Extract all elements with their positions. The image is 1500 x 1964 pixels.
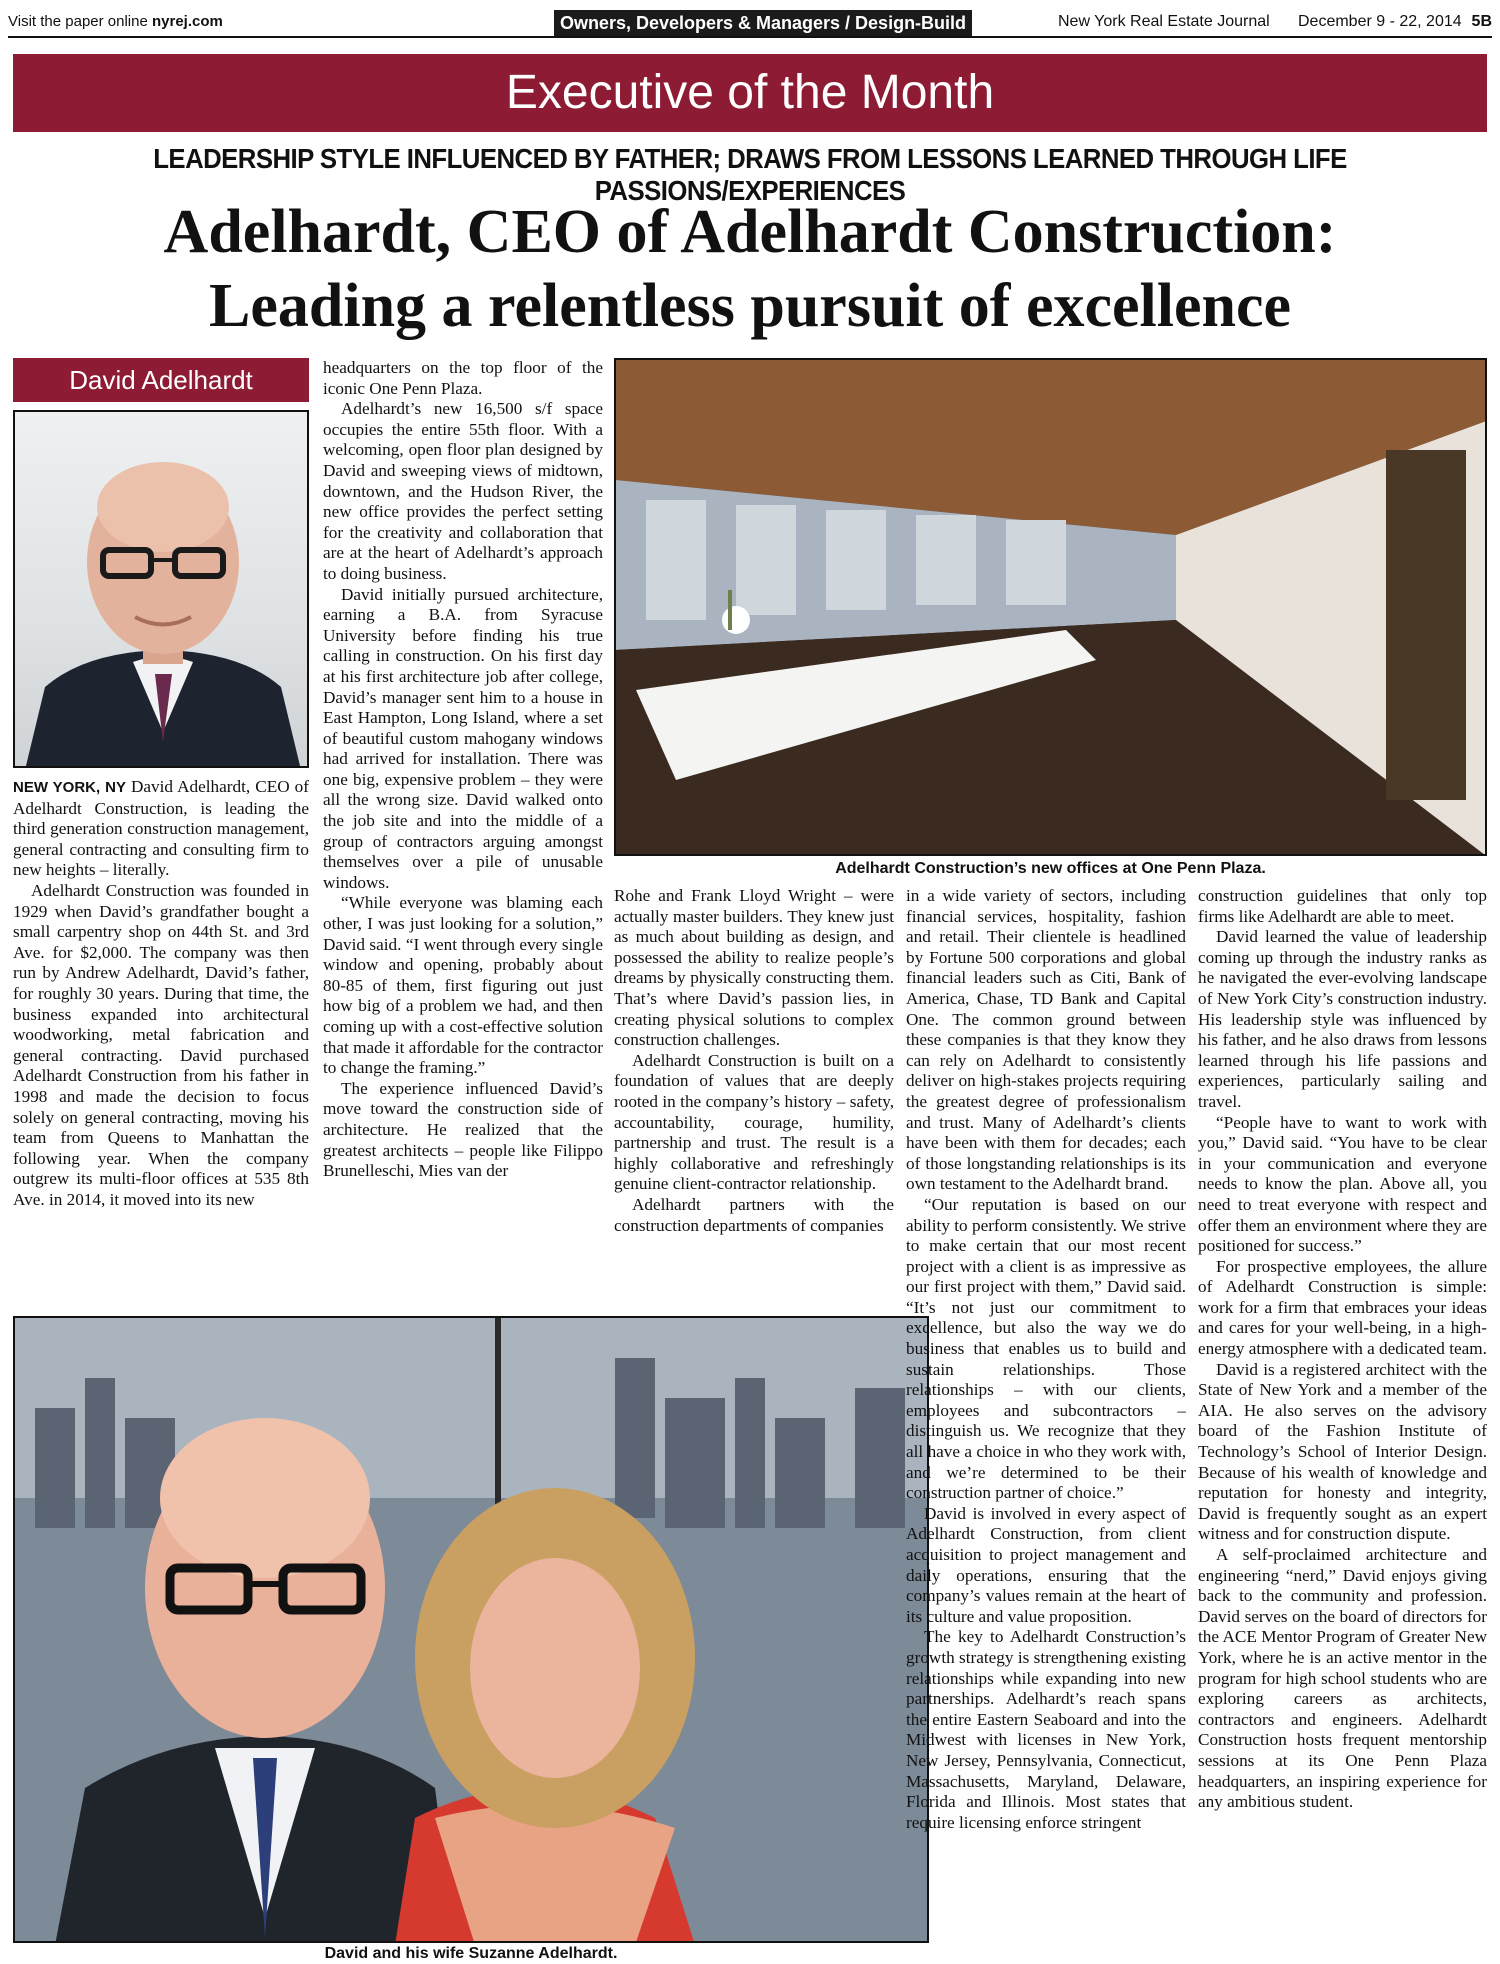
section-banner: Executive of the Month	[13, 54, 1487, 132]
article-column-3	[614, 886, 894, 1236]
page-header	[8, 8, 1492, 38]
office-illustration	[616, 360, 1487, 856]
paragraph: David initially pursued architecture, earning a B.A. from Syracuse University before finding his true calling in construction. On his first day at his first architecture job after college, David’s manager sent him to a house in East Hampton, Long Island, where a set of beautiful custom mahogany windows had arrived for installation. There was one big, expensive problem – they were all the wrong size. David walked onto the job site and into the middle of a group of contractors arguing amongst themselves over a pile of unusable windows.	[323, 584, 603, 892]
paragraph: David is a registered architect with the State of New York and a member of the AIA. He also serves on the advisory board of the Fashion Institute of Technology’s School of Interior Design. Because of his wealth of knowledge and reputation for honesty and integrity, David is frequently sought as an expert witness and for construction dispute.	[1198, 1359, 1487, 1544]
lead-text: David Adelhardt, CEO of Adelhardt Construction, is leading the third generation construction management, general contracting and consulting firm to new heights – literally.	[13, 777, 309, 880]
article-column-2	[323, 358, 603, 1182]
couple-photo	[13, 1316, 929, 1943]
site-url-link[interactable]: nyrej.com	[152, 13, 223, 30]
headline-line-2: Leading a relentless pursuit of excellence	[208, 272, 1291, 340]
dateline: NEW YORK, NY	[13, 779, 126, 796]
issue-date: December 9 - 22, 2014	[1298, 13, 1462, 30]
paragraph: “While everyone was blaming each other, I was just looking for a solution,” David said. “I went through every single window and opening, probably about 80-85 of them, first figuring out just how big of a problem we had, and then coming up with a cost-effective solution that made it affordable for the contractor to change the framing.”	[323, 893, 603, 1078]
lead-paragraph	[13, 777, 309, 881]
portrait-illustration	[15, 412, 309, 768]
paragraph: The key to Adelhardt Construction’s growth strategy is strengthening existing relationships while expanding into new partnerships. Adelhardt’s reach spans the entire Eastern Seaboard and into the Midwest with licenses in New York, New Jersey, Pennsylvania, Connecticut, Massachusetts, Maryland, Delaware, Florida and Illinois. Most states that require licensing enforce stringent	[906, 1627, 1186, 1832]
byline-box: David Adelhardt	[13, 358, 309, 402]
paragraph: Rohe and Frank Lloyd Wright – were actually master builders. They knew just as much about building as design, and possessed the ability to realize people’s dreams by physically constructing them. That’s where David’s passion lies, in creating physical solutions to complex construction challenges.	[614, 886, 894, 1050]
paragraph: headquarters on the top floor of the iconic One Penn Plaza.	[323, 358, 603, 398]
portrait-photo	[13, 410, 309, 768]
paragraph: Adelhardt partners with the construction departments of companies	[614, 1194, 894, 1235]
paragraph: in a wide variety of sectors, including financial services, hospitality, fashion and retail. Their clientele is headlined by Fortune 500 corporations and global financial leaders such as Citi, Bank of America, Chase, TD Bank and Capital One. The common ground between these companies is that they know they can rely on Adelhardt to consistently deliver on high-stakes projects requiring the greatest degree of professionalism and trust. Many of Adelhardt’s clients have been with them for decades; each of those longstanding relationships is its own testament to the Adelhardt brand.	[906, 886, 1186, 1194]
paragraph: David learned the value of leadership coming up through the industry ranks as he navigated the ever-evolving landscape of New York City’s construction industry. His leadership style was influenced by his father, and he also draws from lessons learned through his life passions and experiences, particularly sailing and travel.	[1198, 927, 1487, 1111]
article-column-5	[1198, 886, 1487, 1813]
paragraph: Adelhardt’s new 16,500 s/f space occupies the entire 55th floor. With a welcoming, open floor plan designed by David and sweeping views of midtown, downtown, and the Hudson River, the new office provides the perfect setting for the creativity and collaboration that are at the heart of Adelhardt’s approach to doing business.	[323, 399, 603, 583]
site-label: Visit the paper online	[8, 13, 152, 30]
page-number: 5B	[1471, 13, 1492, 30]
headline-line-1: Adelhardt, CEO of Adelhardt Construction:	[163, 198, 1337, 266]
paragraph: Adelhardt Construction is built on a foundation of values that are deeply rooted in the company’s history – safety, accountability, courage, humility, partnership and trust. The result is a highly collaborative and refreshingly genuine client-contractor relationship.	[614, 1050, 894, 1194]
article-column-1	[13, 777, 309, 1210]
site-reference	[8, 13, 223, 30]
header-rule	[8, 36, 1492, 38]
paragraph: For prospective employees, the allure of Adelhardt Construction is simple: work for a firm that embraces your ideas and cares for your well-being, in a high-energy atmosphere with a dedicated team.	[1198, 1256, 1487, 1359]
couple-photo-caption: David and his wife Suzanne Adelhardt.	[324, 1945, 618, 1962]
office-photo-caption: Adelhardt Construction’s new offices at One Penn Plaza.	[835, 860, 1266, 877]
kicker-headline: LEADERSHIP STYLE INFLUENCED BY FATHER; DRAWS FROM LESSONS LEARNED THROUGH LIFE PASSIONS/EXPERIENCES	[153, 143, 1347, 206]
couple-illustration	[15, 1318, 929, 1943]
paragraph: A self-proclaimed architecture and engineering “nerd,” David enjoys giving back to the community and profession. David serves on the board of directors for the ACE Mentor Program of Greater New York, where he is an active mentor in the program for high school students who are exploring careers as architects, contractors and engineers. Adelhardt Construction hosts frequent mentorship sessions at its One Penn Plaza headquarters, an inspiring experience for any ambitious student.	[1198, 1545, 1487, 1812]
paragraph: “Our reputation is based on our ability to perform consistently. We strive to make certain that our most recent project with a client is as impressive as our first project with them,” David said. “It’s not just our commitment to excellence, but also the way we do business that enables us to build and sustain relationships. Those relationships – with our clients, employees and subcontractors – distinguish us. We recognize that they all have a choice in who they work with, and we’re determined to be their construction partner of choice.”	[906, 1194, 1186, 1503]
paragraph: “People have to want to work with you,” David said. “You have to be clear in your communication and everyone needs to know the plan. Above all, you need to treat everyone with respect and offer them an environment where they are positioned for success.”	[1198, 1112, 1487, 1256]
paragraph: construction guidelines that only top firms like Adelhardt are able to meet.	[1198, 886, 1487, 926]
section-label: Owners, Developers & Managers / Design-Build	[554, 10, 972, 36]
article-column-4	[906, 886, 1186, 1833]
office-photo	[614, 358, 1487, 856]
paragraph: Adelhardt Construction was founded in 1929 when David’s grandfather bought a small carpentry shop on 44th St. and 3rd Ave. for $2,000. The company was then run by Andrew Adelhardt, David’s father, for roughly 30 years. During that time, the business expanded into architectural woodworking, metal fabrication and general contracting. David purchased Adelhardt Construction from his father in 1998 and made the decision to focus solely on general contracting, moving his team from Queens to Manhattan the following year. When the company outgrew its multi-floor offices at 535 8th Ave. in 2014, it moved into its new	[13, 880, 309, 1209]
paragraph: David is involved in every aspect of Adelhardt Construction, from client acquisition to project management and daily operations, ensuring that the company’s values remain at the heart of its culture and value proposition.	[906, 1503, 1186, 1626]
paragraph: The experience influenced David’s move toward the construction side of architecture. He realized that the greatest architects – people like Filippo Brunelleschi, Mies van der	[323, 1078, 603, 1181]
journal-name: New York Real Estate Journal	[1058, 13, 1270, 30]
